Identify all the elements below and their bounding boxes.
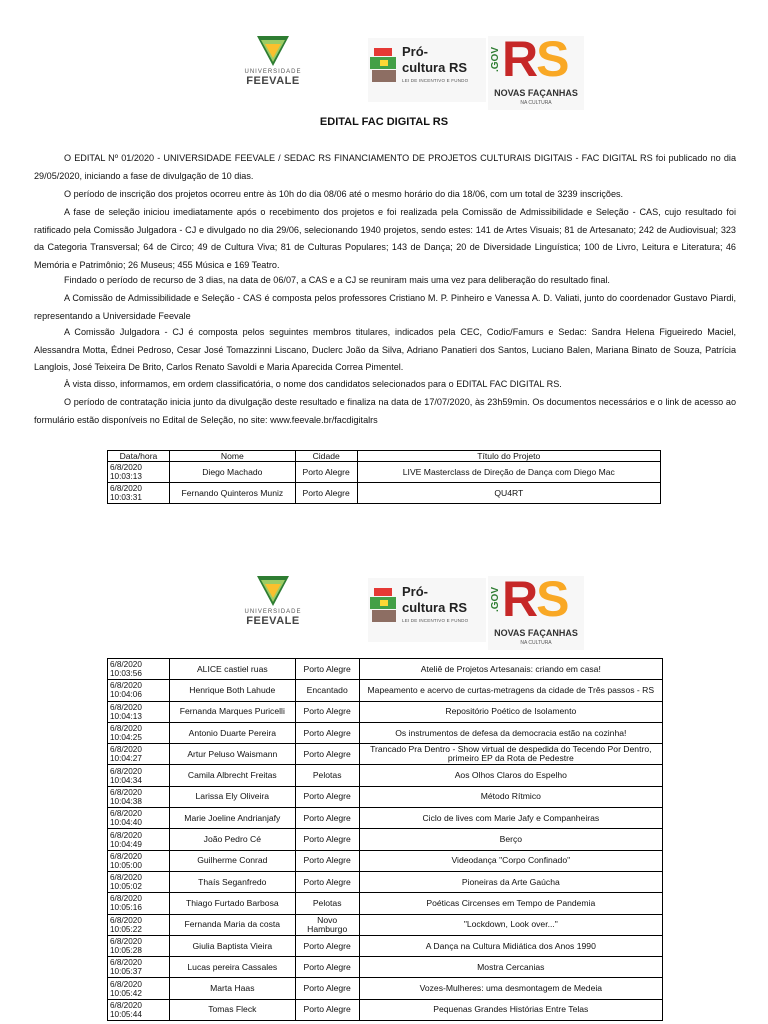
feevale-logo xyxy=(238,32,308,104)
cell-datahora: 6/8/2020 10:05:00 xyxy=(108,850,170,871)
feevale-logo xyxy=(238,572,308,644)
table-row xyxy=(108,871,663,892)
cell-nome: Tomas Fleck xyxy=(169,999,295,1020)
paragraph-5: A Comissão de Admissibilidade e Seleção - CAS é composta pelos professores Cristiano M. P. Pinheiro e Vanessa A. D. Valiati, junto do coordenador Gustavo Piardi, representando a Universidade Feevale xyxy=(34,293,736,321)
cell-nome: Artur Peluso Waismann xyxy=(169,744,295,765)
feevale-small-text: UNIVERSIDADE xyxy=(244,69,302,75)
table-row xyxy=(108,999,663,1020)
table-row xyxy=(108,722,663,743)
cell-datahora: 6/8/2020 10:03:56 xyxy=(108,659,170,680)
cell-nome: Fernanda Maria da costa xyxy=(169,914,295,935)
document-title: EDITAL FAC DIGITAL RS xyxy=(319,116,449,128)
cell-titulo: A Dança na Cultura Midiática dos Anos 1990 xyxy=(359,935,662,956)
paragraph-2: O período de inscrição dos projetos ocorreu entre às 10h do dia 08/06 até o mesmo horário do dia 18/06, com um total de 3239 inscrições. xyxy=(64,189,624,199)
cell-datahora: 6/8/2020 10:05:37 xyxy=(108,957,170,978)
cell-cidade: Porto Alegre xyxy=(295,786,359,807)
cell-cidade: Porto Alegre xyxy=(295,462,357,483)
cell-cidade: Porto Alegre xyxy=(295,483,357,504)
cell-datahora: 6/8/2020 10:04:49 xyxy=(108,829,170,850)
cell-nome: Diego Machado xyxy=(169,462,295,483)
table-row xyxy=(108,462,661,483)
results-table-page2 xyxy=(107,658,663,1021)
feevale-name: FEEVALE xyxy=(246,75,300,87)
cell-datahora: 6/8/2020 10:04:34 xyxy=(108,765,170,786)
table-row xyxy=(108,786,663,807)
cell-nome: Henrique Both Lahude xyxy=(169,680,295,701)
rs-gov-label: .GOV xyxy=(490,46,501,72)
procultura-blocks-icon xyxy=(370,48,398,84)
table-row xyxy=(108,978,663,999)
cell-titulo: QU4RT xyxy=(357,483,660,504)
cell-titulo: Aos Olhos Claros do Espelho xyxy=(359,765,662,786)
cell-cidade: Porto Alegre xyxy=(295,978,359,999)
table-row xyxy=(108,680,663,701)
cell-nome: Thiago Furtado Barbosa xyxy=(169,893,295,914)
cell-titulo: "Lockdown, Look over..." xyxy=(359,914,662,935)
rs-letter-r: R xyxy=(502,571,537,627)
paragraph-6: A Comissão Julgadora - CJ é composta pelos seguintes membros titulares, indicados pela CEC, Codic/Famurs e Sedac: Sandra Helena Figueiredo Maciel, Alessandra Motta, Édnei Pedroso, Cesar José Tomazzinni Liscano, Duclerc João da Silva, Adriano Panatieri dos Santos, Luciano Balen, Mariana Binato de Souza, Patrícia Langlois, José Teixeira De Brito, Carlos Renato Savoldi e Maria Aparecida Correa Pimentel. xyxy=(34,327,736,372)
results-table-page1 xyxy=(107,450,661,504)
table-header-row xyxy=(108,451,661,462)
rs-letter-r: R xyxy=(502,31,537,87)
paragraph-1: O EDITAL Nº 01/2020 - UNIVERSIDADE FEEVALE / SEDAC RS FINANCIAMENTO DE PROJETOS CULTURAIS DIGITAIS - FAC DIGITAL RS foi publicado no dia 29/05/2020, iniciando a fase de divulgação de 10 dias. xyxy=(34,153,736,181)
table-row xyxy=(108,935,663,956)
cell-cidade: Pelotas xyxy=(295,765,359,786)
paragraph-8: O período de contratação inicia junto da divulgação deste resultado e finaliza na data de 17/07/2020, às 23h59min. Os documentos necessários e o link de acesso ao formulário estão disponíveis no Edital de Seleção, no site: www.feevale.br/facdigitalrs xyxy=(34,397,736,425)
cell-titulo: Os instrumentos de defesa da democracia estão na cozinha! xyxy=(359,722,662,743)
cell-titulo: Vozes-Mulheres: uma desmontagem de Medeia xyxy=(359,978,662,999)
cell-cidade: Porto Alegre xyxy=(295,999,359,1020)
cell-nome: Guilherme Conrad xyxy=(169,850,295,871)
cell-titulo: Mostra Cercanias xyxy=(359,957,662,978)
table-body-page2 xyxy=(108,659,663,1021)
cell-titulo: Videodança "Corpo Confinado" xyxy=(359,850,662,871)
header-cidade: Cidade xyxy=(295,451,357,462)
cell-titulo: Ciclo de lives com Marie Jafy e Companheiras xyxy=(359,808,662,829)
header-datahora: Data/hora xyxy=(108,451,170,462)
feevale-small-text: UNIVERSIDADE xyxy=(244,609,302,615)
cell-cidade: Novo Hamburgo xyxy=(295,914,359,935)
rs-wordmark xyxy=(502,570,567,628)
cell-nome: Larissa Ely Oliveira xyxy=(169,786,295,807)
table-row xyxy=(108,765,663,786)
cell-cidade: Porto Alegre xyxy=(295,935,359,956)
procultura-logo xyxy=(368,38,486,102)
procultura-line2: cultura RS xyxy=(402,60,468,75)
table-row xyxy=(108,957,663,978)
procultura-subtitle: LEI DE INCENTIVO E FUNDO xyxy=(402,78,469,83)
cell-titulo: Pequenas Grandes Histórias Entre Telas xyxy=(359,999,662,1020)
feevale-shield-icon xyxy=(255,32,291,68)
cell-datahora: 6/8/2020 10:05:42 xyxy=(108,978,170,999)
cell-datahora: 6/8/2020 10:05:44 xyxy=(108,999,170,1020)
cell-cidade: Porto Alegre xyxy=(295,871,359,892)
table-row xyxy=(108,701,663,722)
table-body-page1 xyxy=(108,462,661,504)
feevale-shield-icon xyxy=(255,572,291,608)
cell-cidade: Porto Alegre xyxy=(295,957,359,978)
rs-gov-logo xyxy=(488,571,584,650)
cell-titulo: LIVE Masterclass de Direção de Dança com Diego Mac xyxy=(357,462,660,483)
cell-titulo: Trancado Pra Dentro - Show virtual de despedida do Tecendo Por Dentro, primeiro EP da Rota de Pedestre xyxy=(359,744,662,765)
cell-datahora: 6/8/2020 10:03:31 xyxy=(108,483,170,504)
cell-cidade: Porto Alegre xyxy=(295,722,359,743)
cell-cidade: Porto Alegre xyxy=(295,744,359,765)
paragraph-7: À vista disso, informamos, em ordem classificatória, o nome dos candidatos selecionados para o EDITAL FAC DIGITAL RS. xyxy=(64,379,562,389)
header-titulo: Título do Projeto xyxy=(357,451,660,462)
cell-datahora: 6/8/2020 10:03:13 xyxy=(108,462,170,483)
cell-titulo: Berço xyxy=(359,829,662,850)
table-row xyxy=(108,893,663,914)
table-row xyxy=(108,829,663,850)
rs-gov-label: .GOV xyxy=(490,586,501,612)
cell-titulo: Ateliê de Projetos Artesanais: criando em casa! xyxy=(359,659,662,680)
cell-titulo: Poéticas Circenses em Tempo de Pandemia xyxy=(359,893,662,914)
cell-nome: Lucas pereira Cassales xyxy=(169,957,295,978)
rs-slogan-sub: NA CULTURA xyxy=(520,640,552,646)
table-row xyxy=(108,659,663,680)
rs-slogan: NOVAS FAÇANHAS xyxy=(494,628,578,638)
cell-titulo: Pioneiras da Arte Gaúcha xyxy=(359,871,662,892)
cell-cidade: Porto Alegre xyxy=(295,701,359,722)
cell-datahora: 6/8/2020 10:05:28 xyxy=(108,935,170,956)
cell-nome: ALICE castiel ruas xyxy=(169,659,295,680)
cell-titulo: Método Rítmico xyxy=(359,786,662,807)
cell-datahora: 6/8/2020 10:04:06 xyxy=(108,680,170,701)
cell-nome: Marie Joeline Andrianjafy xyxy=(169,808,295,829)
procultura-line1: Pró- xyxy=(402,44,428,59)
procultura-line1: Pró- xyxy=(402,584,428,599)
cell-datahora: 6/8/2020 10:04:40 xyxy=(108,808,170,829)
rs-letter-s: S xyxy=(536,571,568,627)
rs-gov-logo xyxy=(488,31,584,110)
cell-nome: Fernando Quinteros Muniz xyxy=(169,483,295,504)
table-row xyxy=(108,850,663,871)
procultura-line2: cultura RS xyxy=(402,600,468,615)
cell-nome: Camila Albrecht Freitas xyxy=(169,765,295,786)
header-logos-page2 xyxy=(0,572,768,652)
cell-datahora: 6/8/2020 10:05:22 xyxy=(108,914,170,935)
procultura-logo xyxy=(368,578,486,642)
procultura-blocks-icon xyxy=(370,588,398,624)
cell-titulo: Repositório Poético de Isolamento xyxy=(359,701,662,722)
cell-datahora: 6/8/2020 10:05:16 xyxy=(108,893,170,914)
cell-nome: Thaís Seganfredo xyxy=(169,871,295,892)
rs-letter-s: S xyxy=(536,31,568,87)
cell-nome: João Pedro Cé xyxy=(169,829,295,850)
cell-cidade: Pelotas xyxy=(295,893,359,914)
paragraph-3: A fase de seleção iniciou imediatamente após o recebimento dos projetos e foi realizada pela Comissão de Admissibilidade e Seleção - CAS, cujo resultado foi ratificado pela Comissão Julgadora - CJ e divulgado no dia 29/06, selecionando 1940 projetos, sendo estes: 141 de Artes Visuais; 81 de Artesanato; 242 de Audiovisual; 323 da Categoria Transversal; 64 de Circo; 49 de Cultura Viva; 81 de Culturas Populares; 143 de Dança; 20 de Diversidade Linguística; 100 de Livro, Leitura e Literatura; 46 Memória e Patrimônio; 26 Museus; 455 Música e 169 Teatro. xyxy=(34,207,736,270)
rs-slogan-sub: NA CULTURA xyxy=(520,100,552,106)
procultura-subtitle: LEI DE INCENTIVO E FUNDO xyxy=(402,618,469,623)
rs-slogan: NOVAS FAÇANHAS xyxy=(494,88,578,98)
cell-datahora: 6/8/2020 10:05:02 xyxy=(108,871,170,892)
cell-cidade: Porto Alegre xyxy=(295,850,359,871)
paragraph-4: Findado o período de recurso de 3 dias, na data de 06/07, a CAS e a CJ se reuniram mais uma vez para deliberação do resultado final. xyxy=(64,275,610,285)
cell-cidade: Porto Alegre xyxy=(295,659,359,680)
cell-nome: Fernanda Marques Puricelli xyxy=(169,701,295,722)
cell-nome: Marta Haas xyxy=(169,978,295,999)
feevale-name: FEEVALE xyxy=(246,615,300,627)
cell-datahora: 6/8/2020 10:04:27 xyxy=(108,744,170,765)
table-row xyxy=(108,808,663,829)
cell-datahora: 6/8/2020 10:04:25 xyxy=(108,722,170,743)
table-row xyxy=(108,914,663,935)
table-row xyxy=(108,744,663,765)
header-logos xyxy=(0,32,768,112)
header-nome: Nome xyxy=(169,451,295,462)
cell-datahora: 6/8/2020 10:04:38 xyxy=(108,786,170,807)
cell-datahora: 6/8/2020 10:04:13 xyxy=(108,701,170,722)
cell-cidade: Porto Alegre xyxy=(295,808,359,829)
cell-nome: Giulia Baptista Vieira xyxy=(169,935,295,956)
table-row xyxy=(108,483,661,504)
rs-wordmark xyxy=(502,30,567,88)
cell-cidade: Porto Alegre xyxy=(295,829,359,850)
cell-nome: Antonio Duarte Pereira xyxy=(169,722,295,743)
cell-titulo: Mapeamento e acervo de curtas-metragens da cidade de Três passos - RS xyxy=(359,680,662,701)
cell-cidade: Encantado xyxy=(295,680,359,701)
